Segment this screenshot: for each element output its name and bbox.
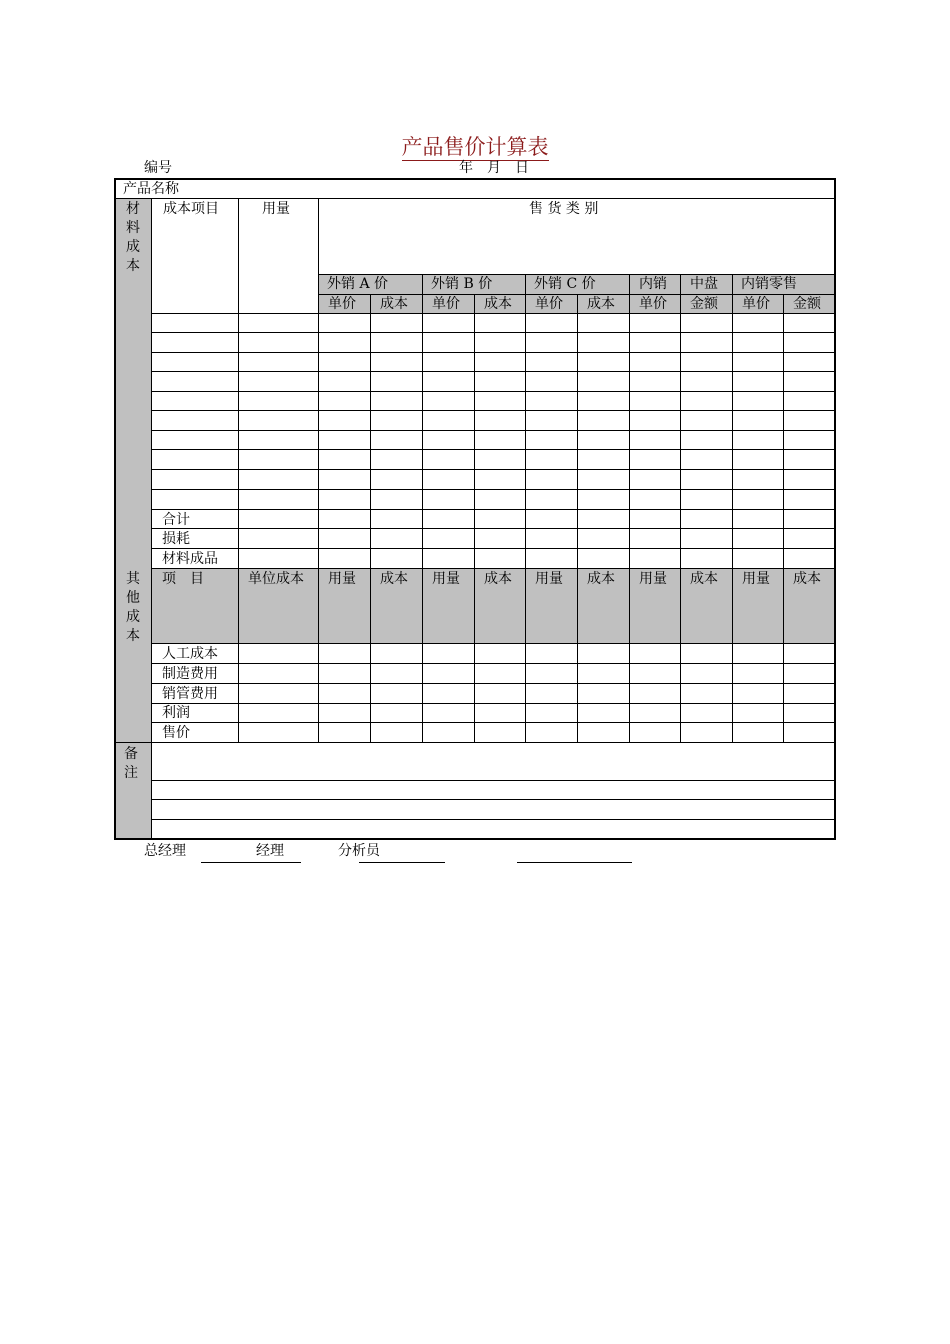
data-cell[interactable] xyxy=(630,704,680,722)
other-row-label: 利润 xyxy=(162,705,190,721)
data-cell[interactable] xyxy=(319,510,370,528)
data-cell[interactable] xyxy=(630,723,680,742)
data-cell[interactable] xyxy=(319,314,370,332)
data-cell[interactable] xyxy=(578,490,629,509)
data-cell[interactable] xyxy=(784,450,834,469)
data-cell[interactable] xyxy=(681,333,732,352)
analyst-signature-line[interactable] xyxy=(359,862,445,863)
data-cell[interactable] xyxy=(784,470,834,489)
data-cell[interactable] xyxy=(423,723,474,742)
other-subheader: 成本 xyxy=(690,571,718,587)
data-cell[interactable] xyxy=(526,529,577,548)
data-cell[interactable] xyxy=(681,450,732,469)
price-group-header: 中盘 xyxy=(690,276,718,292)
data-cell[interactable] xyxy=(681,314,732,332)
data-cell[interactable] xyxy=(526,510,577,528)
data-cell[interactable] xyxy=(239,353,318,371)
data-cell[interactable] xyxy=(630,450,680,469)
data-cell[interactable] xyxy=(475,549,525,568)
data-cell[interactable] xyxy=(681,392,732,410)
data-cell[interactable] xyxy=(733,684,783,703)
data-cell[interactable] xyxy=(526,549,577,568)
data-cell[interactable] xyxy=(578,549,629,568)
data-cell[interactable] xyxy=(371,353,422,371)
data-cell[interactable] xyxy=(630,684,680,703)
data-cell[interactable] xyxy=(733,372,783,391)
data-cell[interactable] xyxy=(733,704,783,722)
remarks-field[interactable] xyxy=(152,820,834,838)
data-cell[interactable] xyxy=(239,372,318,391)
data-cell[interactable] xyxy=(630,490,680,509)
data-cell[interactable] xyxy=(239,549,318,568)
data-cell[interactable] xyxy=(239,314,318,332)
data-cell[interactable] xyxy=(681,704,732,722)
price-group-header: 内销零售 xyxy=(741,276,797,292)
data-cell[interactable] xyxy=(526,333,577,352)
data-cell[interactable] xyxy=(423,510,474,528)
usage-header: 用量 xyxy=(262,201,290,217)
data-cell[interactable] xyxy=(371,529,422,548)
price-group-header: 内销 xyxy=(639,276,667,292)
data-cell[interactable] xyxy=(630,372,680,391)
data-cell[interactable] xyxy=(423,529,474,548)
data-cell[interactable] xyxy=(681,723,732,742)
data-cell[interactable] xyxy=(475,431,525,449)
summary-row-label: 合计 xyxy=(162,512,190,528)
other-subheader: 成本 xyxy=(793,571,821,587)
price-group-header: 外销 A 价 xyxy=(327,276,389,292)
data-cell[interactable] xyxy=(784,431,834,449)
data-cell[interactable] xyxy=(319,529,370,548)
data-cell[interactable] xyxy=(371,333,422,352)
data-cell[interactable] xyxy=(578,411,629,430)
remarks-field[interactable] xyxy=(152,743,834,780)
price-subheader: 金额 xyxy=(690,296,718,312)
data-cell[interactable] xyxy=(239,529,318,548)
data-cell[interactable] xyxy=(423,372,474,391)
other-row-label: 人工成本 xyxy=(162,646,218,662)
other-cost-side-label: 其他成本 xyxy=(126,571,140,644)
price-subheader: 单价 xyxy=(535,296,563,312)
data-cell[interactable] xyxy=(526,644,577,663)
data-cell[interactable] xyxy=(371,490,422,509)
data-cell[interactable] xyxy=(319,431,370,449)
data-cell[interactable] xyxy=(526,411,577,430)
data-cell[interactable] xyxy=(630,392,680,410)
data-cell[interactable] xyxy=(239,723,318,742)
data-cell[interactable] xyxy=(733,450,783,469)
data-cell[interactable] xyxy=(239,450,318,469)
data-cell[interactable] xyxy=(733,510,783,528)
data-cell[interactable] xyxy=(475,372,525,391)
data-cell[interactable] xyxy=(371,431,422,449)
data-cell[interactable] xyxy=(784,704,834,722)
data-cell[interactable] xyxy=(681,411,732,430)
data-cell[interactable] xyxy=(681,510,732,528)
data-cell[interactable] xyxy=(475,490,525,509)
data-cell[interactable] xyxy=(319,704,370,722)
price-subheader: 单价 xyxy=(742,296,770,312)
data-cell[interactable] xyxy=(371,411,422,430)
material-cost-side-label: 材料成本 xyxy=(126,201,140,274)
general-manager-label: 总经理 xyxy=(144,843,186,859)
data-cell[interactable] xyxy=(526,723,577,742)
data-cell[interactable] xyxy=(423,392,474,410)
data-cell[interactable] xyxy=(733,490,783,509)
price-calculation-table xyxy=(114,178,836,840)
data-cell[interactable] xyxy=(423,644,474,663)
data-cell[interactable] xyxy=(526,372,577,391)
data-cell[interactable] xyxy=(526,704,577,722)
data-cell[interactable] xyxy=(475,684,525,703)
data-cell[interactable] xyxy=(319,644,370,663)
data-cell[interactable] xyxy=(371,664,422,683)
data-cell[interactable] xyxy=(526,470,577,489)
number-label: 编号 xyxy=(144,160,172,176)
data-cell[interactable] xyxy=(578,704,629,722)
data-cell[interactable] xyxy=(475,470,525,489)
data-cell[interactable] xyxy=(733,431,783,449)
data-cell[interactable] xyxy=(526,353,577,371)
data-cell[interactable] xyxy=(578,529,629,548)
price-subheader: 单价 xyxy=(432,296,460,312)
grid-line xyxy=(318,294,834,295)
data-cell[interactable] xyxy=(371,549,422,568)
data-cell[interactable] xyxy=(371,450,422,469)
data-cell[interactable] xyxy=(784,684,834,703)
data-cell[interactable] xyxy=(319,549,370,568)
price-group-header: 外销 C 价 xyxy=(534,276,596,292)
data-cell[interactable] xyxy=(423,684,474,703)
data-cell[interactable] xyxy=(526,684,577,703)
data-cell[interactable] xyxy=(578,450,629,469)
data-cell[interactable] xyxy=(630,431,680,449)
data-cell[interactable] xyxy=(319,392,370,410)
data-cell[interactable] xyxy=(319,450,370,469)
data-cell[interactable] xyxy=(630,664,680,683)
data-cell[interactable] xyxy=(371,470,422,489)
data-cell[interactable] xyxy=(784,723,834,742)
data-cell[interactable] xyxy=(319,333,370,352)
data-cell[interactable] xyxy=(526,431,577,449)
price-subheader: 成本 xyxy=(587,296,615,312)
data-cell[interactable] xyxy=(423,314,474,332)
data-cell[interactable] xyxy=(239,333,318,352)
data-cell[interactable] xyxy=(319,372,370,391)
data-cell[interactable] xyxy=(371,644,422,663)
grid-line xyxy=(116,198,834,199)
data-cell[interactable] xyxy=(681,490,732,509)
data-cell[interactable] xyxy=(239,644,318,663)
data-cell[interactable] xyxy=(578,684,629,703)
data-cell[interactable] xyxy=(423,664,474,683)
data-cell[interactable] xyxy=(681,664,732,683)
data-cell[interactable] xyxy=(319,353,370,371)
manager-label: 经理 xyxy=(256,843,284,859)
data-cell[interactable] xyxy=(423,490,474,509)
data-cell[interactable] xyxy=(681,353,732,371)
data-cell[interactable] xyxy=(371,510,422,528)
data-cell[interactable] xyxy=(681,372,732,391)
data-cell[interactable] xyxy=(630,644,680,663)
page-title: 产品售价计算表 xyxy=(401,135,549,159)
data-cell[interactable] xyxy=(784,529,834,548)
data-cell[interactable] xyxy=(526,664,577,683)
price-group-header: 外销 B 价 xyxy=(431,276,493,292)
data-cell[interactable] xyxy=(319,684,370,703)
data-cell[interactable] xyxy=(239,684,318,703)
other-subheader: 用量 xyxy=(639,571,667,587)
data-cell[interactable] xyxy=(319,664,370,683)
data-cell[interactable] xyxy=(784,490,834,509)
other-subheader: 成本 xyxy=(587,571,615,587)
date-label: 年 月 日 xyxy=(459,160,529,176)
data-cell[interactable] xyxy=(578,353,629,371)
data-cell[interactable] xyxy=(630,314,680,332)
data-cell[interactable] xyxy=(526,450,577,469)
data-cell[interactable] xyxy=(784,333,834,352)
other-subheader: 用量 xyxy=(535,571,563,587)
data-cell[interactable] xyxy=(371,723,422,742)
data-cell[interactable] xyxy=(733,549,783,568)
remarks-field[interactable] xyxy=(152,781,834,799)
data-cell[interactable] xyxy=(578,333,629,352)
data-cell[interactable] xyxy=(239,470,318,489)
data-cell[interactable] xyxy=(733,392,783,410)
data-cell[interactable] xyxy=(733,723,783,742)
data-cell[interactable] xyxy=(578,314,629,332)
data-cell[interactable] xyxy=(681,529,732,548)
data-cell[interactable] xyxy=(319,411,370,430)
data-cell[interactable] xyxy=(319,490,370,509)
data-cell[interactable] xyxy=(733,470,783,489)
data-cell[interactable] xyxy=(475,664,525,683)
cost-item-header: 成本项目 xyxy=(163,201,219,217)
data-cell[interactable] xyxy=(371,704,422,722)
data-cell[interactable] xyxy=(475,353,525,371)
other-row-label: 制造费用 xyxy=(162,666,218,682)
data-cell[interactable] xyxy=(239,411,318,430)
data-cell[interactable] xyxy=(423,431,474,449)
price-subheader: 成本 xyxy=(380,296,408,312)
data-cell[interactable] xyxy=(784,549,834,568)
other-subheader: 成本 xyxy=(380,571,408,587)
extra-signature-line[interactable] xyxy=(517,862,632,863)
data-cell[interactable] xyxy=(371,314,422,332)
data-cell[interactable] xyxy=(319,470,370,489)
other-item-header: 项 目 xyxy=(162,571,204,587)
data-cell[interactable] xyxy=(784,510,834,528)
data-cell[interactable] xyxy=(630,353,680,371)
data-cell[interactable] xyxy=(475,644,525,663)
data-cell[interactable] xyxy=(475,392,525,410)
data-cell[interactable] xyxy=(733,333,783,352)
data-cell[interactable] xyxy=(578,510,629,528)
data-cell[interactable] xyxy=(784,353,834,371)
other-subheader: 用量 xyxy=(328,571,356,587)
data-cell[interactable] xyxy=(578,470,629,489)
data-cell[interactable] xyxy=(475,510,525,528)
unit-cost-header: 单位成本 xyxy=(248,571,304,587)
data-cell[interactable] xyxy=(475,314,525,332)
data-cell[interactable] xyxy=(784,392,834,410)
general-manager-signature-line[interactable] xyxy=(201,862,301,863)
price-subheader: 单价 xyxy=(328,296,356,312)
data-cell[interactable] xyxy=(784,372,834,391)
data-cell[interactable] xyxy=(784,314,834,332)
data-cell[interactable] xyxy=(423,353,474,371)
data-cell[interactable] xyxy=(423,704,474,722)
data-cell[interactable] xyxy=(578,723,629,742)
data-cell[interactable] xyxy=(475,704,525,722)
data-cell[interactable] xyxy=(423,333,474,352)
price-subheader: 金额 xyxy=(793,296,821,312)
price-subheader: 单价 xyxy=(639,296,667,312)
data-cell[interactable] xyxy=(239,704,318,722)
data-cell[interactable] xyxy=(784,644,834,663)
data-cell[interactable] xyxy=(733,664,783,683)
data-cell[interactable] xyxy=(784,664,834,683)
data-cell[interactable] xyxy=(681,684,732,703)
data-cell[interactable] xyxy=(733,353,783,371)
data-cell[interactable] xyxy=(681,431,732,449)
data-cell[interactable] xyxy=(423,549,474,568)
data-cell[interactable] xyxy=(681,470,732,489)
other-row-label: 售价 xyxy=(162,725,190,741)
data-cell[interactable] xyxy=(239,392,318,410)
data-cell[interactable] xyxy=(475,723,525,742)
data-cell[interactable] xyxy=(784,411,834,430)
data-cell[interactable] xyxy=(630,529,680,548)
summary-row-label: 损耗 xyxy=(162,531,190,547)
data-cell[interactable] xyxy=(475,411,525,430)
data-cell[interactable] xyxy=(681,644,732,663)
data-cell[interactable] xyxy=(319,723,370,742)
data-cell[interactable] xyxy=(578,372,629,391)
data-cell[interactable] xyxy=(239,510,318,528)
data-cell[interactable] xyxy=(630,549,680,568)
data-cell[interactable] xyxy=(578,664,629,683)
other-subheader: 用量 xyxy=(432,571,460,587)
data-cell[interactable] xyxy=(630,470,680,489)
side-column-divider xyxy=(151,198,152,838)
remarks-side-label: 备注 xyxy=(124,746,138,781)
data-cell[interactable] xyxy=(423,411,474,430)
data-cell[interactable] xyxy=(526,490,577,509)
data-cell[interactable] xyxy=(475,333,525,352)
data-cell[interactable] xyxy=(371,392,422,410)
price-subheader: 成本 xyxy=(484,296,512,312)
data-cell[interactable] xyxy=(681,549,732,568)
data-cell[interactable] xyxy=(578,431,629,449)
data-cell[interactable] xyxy=(239,431,318,449)
sales-category-header: 售 货 类 别 xyxy=(529,201,599,217)
data-cell[interactable] xyxy=(475,529,525,548)
data-cell[interactable] xyxy=(423,450,474,469)
data-cell[interactable] xyxy=(475,450,525,469)
data-cell[interactable] xyxy=(371,684,422,703)
data-cell[interactable] xyxy=(733,529,783,548)
data-cell[interactable] xyxy=(239,490,318,509)
other-row-label: 销管费用 xyxy=(162,686,218,702)
other-subheader: 用量 xyxy=(742,571,770,587)
data-cell[interactable] xyxy=(371,372,422,391)
data-cell[interactable] xyxy=(733,644,783,663)
data-cell[interactable] xyxy=(526,314,577,332)
data-cell[interactable] xyxy=(423,470,474,489)
data-cell[interactable] xyxy=(630,510,680,528)
data-cell[interactable] xyxy=(526,392,577,410)
data-cell[interactable] xyxy=(733,411,783,430)
data-cell[interactable] xyxy=(239,664,318,683)
product-name-label: 产品名称 xyxy=(123,181,179,197)
remarks-field[interactable] xyxy=(152,800,834,819)
data-cell[interactable] xyxy=(630,333,680,352)
grid-line xyxy=(318,274,834,275)
summary-row-label: 材料成品 xyxy=(162,551,218,567)
data-cell[interactable] xyxy=(578,644,629,663)
data-cell[interactable] xyxy=(733,314,783,332)
other-subheader: 成本 xyxy=(484,571,512,587)
data-cell[interactable] xyxy=(630,411,680,430)
data-cell[interactable] xyxy=(578,392,629,410)
analyst-label: 分析员 xyxy=(338,843,380,859)
